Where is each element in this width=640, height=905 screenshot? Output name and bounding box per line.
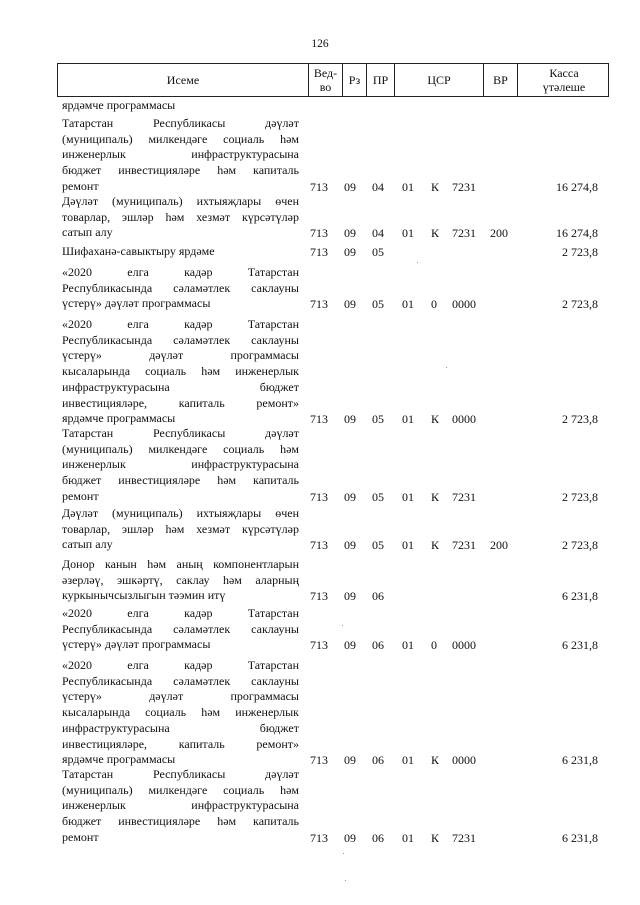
header-vr: ВР [483,64,517,96]
row-csr-program: 01 [402,489,414,504]
row-pr: 06 [372,638,384,653]
row-name-line: инфраструктурасына бюджет [62,379,299,394]
scan-speck [446,367,447,368]
row-ved: 713 [310,830,328,845]
table-row [0,606,640,653]
row-csr-subprogram: К [431,830,440,845]
row-csr-direction: 7231 [452,179,476,194]
row-name-line: ярдәмче программасы [62,752,176,767]
row-name-line: Республикасында сәламәтлек саклауны [62,332,299,347]
row-rz: 09 [344,589,356,604]
row-name-line: Республикасында сәламәтлек саклауны [62,280,299,295]
row-csr-direction: 0000 [452,752,476,767]
row-name [62,658,299,768]
scan-speck [417,262,418,263]
row-name-line: бюджет инвестицияләре һәм капиталь [62,814,299,829]
row-amount: 2 723,8 [562,244,598,259]
row-amount: 6 231,8 [562,589,598,604]
row-name-line: инфраструктурасына бюджет [62,720,299,735]
row-rz: 09 [344,297,356,312]
row-name-line: товарлар, эшләр һәм хезмәт күрсәтүләр [62,209,299,224]
row-csr-program: 01 [402,752,414,767]
scan-speck [345,880,346,881]
row-amount: 2 723,8 [562,489,598,504]
row-name-line: сатып алу [62,225,113,240]
row-csr-direction: 7231 [452,489,476,504]
row-ved: 713 [310,244,328,259]
row-amount: 2 723,8 [562,411,598,426]
row-name-line: ремонт [62,829,99,844]
row-amount: 16 274,8 [556,226,598,241]
table-row [0,426,640,505]
row-name [62,557,299,604]
continuation-text: ярдәмче программасы [62,98,176,112]
row-name-line: кысаларында социаль һәм инженерлык [62,705,299,720]
row-name-line: инвестицияләре, капиталь ремонт» [62,395,299,410]
row-name-line: инженерлык инфраструктурасына [62,147,299,162]
row-name-line: Дәүләт (муниципаль) ихтыяҗлары өчен [62,506,299,520]
row-csr-program: 01 [402,638,414,653]
row-name-line: үстерү» дәүләт программасы [62,296,211,311]
header-pr: ПР [366,64,394,96]
row-name-line: «2020 елга кадәр Татарстан [62,658,299,672]
row-csr-subprogram: К [431,538,440,553]
row-pr: 06 [372,752,384,767]
row-csr-program: 01 [402,538,414,553]
row-name-line: ремонт [62,488,99,503]
row-ved: 713 [310,589,328,604]
header-ved: Вед- во [308,64,342,96]
row-ved: 713 [310,411,328,426]
header-name: Исеме [166,73,200,87]
row-vr: 200 [490,226,508,241]
row-ved: 713 [310,489,328,504]
row-name-line: Республикасында сәламәтлек саклауны [62,673,299,688]
row-ved: 713 [310,179,328,194]
table-row [0,506,640,553]
row-csr-subprogram: К [431,179,440,194]
row-csr-direction: 0000 [452,411,476,426]
table-row [0,557,640,604]
row-ved: 713 [310,538,328,553]
row-csr-subprogram: К [431,489,440,504]
row-name-line: (муниципаль) милкендәге социаль һәм [62,441,299,456]
header-amount: Касса үтәлеше [517,64,610,96]
row-name-line: «2020 елга кадәр Татарстан [62,317,299,331]
row-rz: 09 [344,489,356,504]
row-rz: 09 [344,752,356,767]
row-vr: 200 [490,538,508,553]
row-csr-program: 01 [402,830,414,845]
row-pr: 06 [372,589,384,604]
row-name-line: инвестицияләре, капиталь ремонт» [62,736,299,751]
row-name-line: кысаларында социаль һәм инженерлык [62,364,299,379]
row-name-line: үстерү» дәүләт программасы [62,637,211,652]
table-row [0,265,640,312]
row-name-line: бюджет инвестицияләре һәм капиталь [62,163,299,178]
row-name [62,244,299,260]
row-name-line: Татарстан Республикасы дәүләт [62,767,299,781]
row-name-line: куркынычсызлыгын тәэмин итү [62,588,226,603]
row-amount: 6 231,8 [562,830,598,845]
row-pr: 05 [372,411,384,426]
row-name-line: «2020 елга кадәр Татарстан [62,265,299,279]
row-name-line: ярдәмче программасы [62,411,176,426]
page-number: 126 [311,38,329,50]
row-name-line: «2020 елга кадәр Татарстан [62,606,299,620]
row-csr-direction: 7231 [452,538,476,553]
header-rz: Рз [342,64,366,96]
row-name [62,426,299,505]
table-row [0,116,640,195]
row-pr: 05 [372,489,384,504]
row-csr-direction: 0000 [452,638,476,653]
row-pr: 04 [372,226,384,241]
row-rz: 09 [344,830,356,845]
row-ved: 713 [310,226,328,241]
table-row [0,658,640,768]
row-name [62,606,299,653]
row-name [62,265,299,312]
row-name-line: Республикасында сәламәтлек саклауны [62,621,299,636]
row-ved: 713 [310,638,328,653]
scan-speck [343,853,344,854]
row-pr: 04 [372,179,384,194]
row-rz: 09 [344,179,356,194]
row-name-line: (муниципаль) милкендәге социаль һәм [62,131,299,146]
row-rz: 09 [344,244,356,259]
row-name-line: инженерлык инфраструктурасына [62,798,299,813]
row-rz: 09 [344,226,356,241]
table-row [0,244,640,260]
row-name [62,194,299,241]
row-name-line: Татарстан Республикасы дәүләт [62,426,299,440]
row-name-line: Шифаханә-савыктыру ярдәме [62,244,215,258]
row-name [62,767,299,846]
row-rz: 09 [344,638,356,653]
row-name [62,506,299,553]
row-csr-direction: 7231 [452,226,476,241]
row-name-line: инженерлык инфраструктурасына [62,457,299,472]
row-ved: 713 [310,297,328,312]
row-amount: 2 723,8 [562,538,598,553]
row-name-line: Татарстан Республикасы дәүләт [62,116,299,130]
row-name [62,317,299,427]
row-csr-subprogram: 0 [431,638,437,653]
row-ved: 713 [310,752,328,767]
row-pr: 05 [372,244,384,259]
scan-speck [342,625,343,626]
row-csr-program: 01 [402,226,414,241]
row-csr-subprogram: К [431,752,440,767]
row-csr-subprogram: К [431,411,440,426]
row-amount: 6 231,8 [562,638,598,653]
row-name-line: товарлар, эшләр һәм хезмәт күрсәтүләр [62,521,299,536]
row-rz: 09 [344,411,356,426]
row-name-line: үстерү» дәүләт программасы [62,348,299,363]
row-pr: 05 [372,538,384,553]
row-csr-program: 01 [402,179,414,194]
row-name-line: бюджет инвестицияләре һәм капиталь [62,473,299,488]
row-amount: 6 231,8 [562,752,598,767]
row-pr: 05 [372,297,384,312]
row-name-line: Донор канын һәм аның компонентларын [62,557,299,571]
row-csr-program: 01 [402,411,414,426]
row-csr-program: 01 [402,297,414,312]
row-name-line: (муниципаль) милкендәге социаль һәм [62,782,299,797]
table-row [0,317,640,427]
row-name-line: сатып алу [62,537,113,552]
table-header [57,63,609,97]
row-csr-subprogram: 0 [431,297,437,312]
row-amount: 2 723,8 [562,297,598,312]
row-name-line: Дәүләт (муниципаль) ихтыяҗлары өчен [62,194,299,208]
row-csr-direction: 0000 [452,297,476,312]
row-amount: 16 274,8 [556,179,598,194]
table-row [0,767,640,846]
row-pr: 06 [372,830,384,845]
table-row [0,194,640,241]
row-csr-direction: 7231 [452,830,476,845]
header-csr: ЦСР [394,64,483,96]
row-rz: 09 [344,538,356,553]
row-name-line: үстерү» дәүләт программасы [62,689,299,704]
row-name-line: әзерләү, эшкәртү, саклау һәм аларның [62,572,299,587]
row-csr-subprogram: К [431,226,440,241]
row-name-line: ремонт [62,178,99,193]
row-name [62,116,299,195]
